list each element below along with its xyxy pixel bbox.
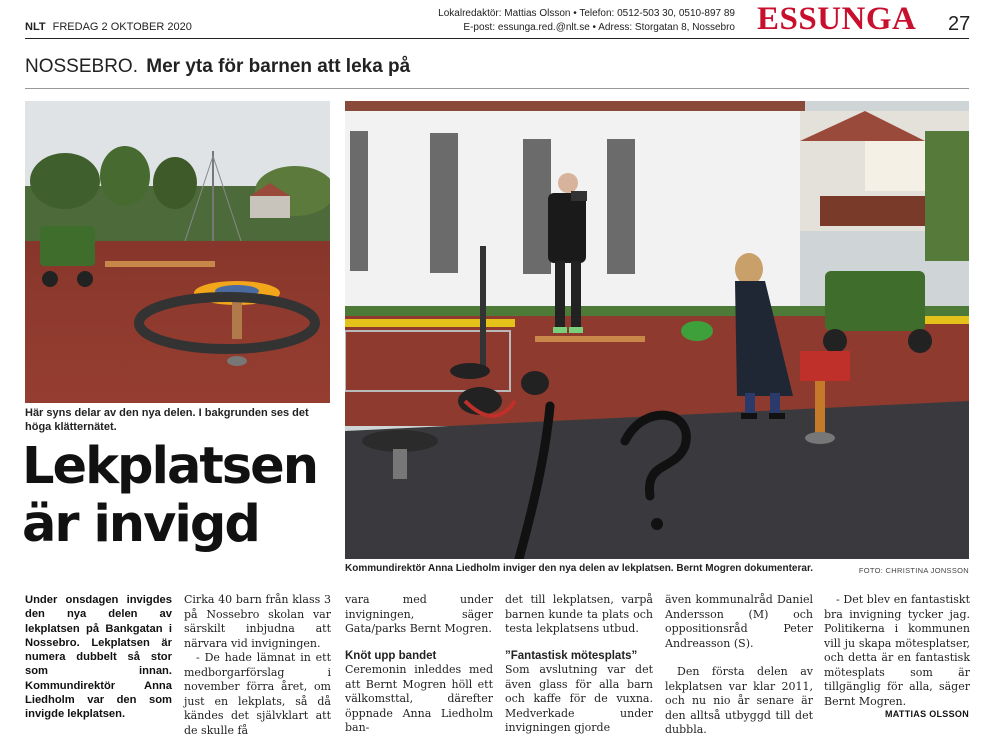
body-column-6 xyxy=(824,593,970,709)
paragraph: vara med under invigningen, säger Gata/parks Bernt Mogren. xyxy=(345,593,493,635)
photo-inauguration xyxy=(345,101,969,559)
kicker-place: NOSSEBRO. xyxy=(25,56,138,77)
article-kicker xyxy=(25,56,410,78)
headline-line-2: är invigd xyxy=(22,495,259,554)
byline: MATTIAS OLSSON xyxy=(884,709,969,719)
subheading: Knöt upp bandet xyxy=(345,649,437,662)
paragraph: det till lekplatsen, varpå barnen kunde ta plats och testa lekplatsens utbud. xyxy=(505,593,653,635)
paragraph: - De hade lämnat in ett medborgarförslag i november förra året, om just en lekplats, så då kändes det självklart att de skulle få xyxy=(184,651,331,737)
lead-text: Under onsdagen invigdes den nya delen av lekplatsen på Bankgatan i Nossebro. Lekplatsen är numera dubbelt så stor som innan. Kommundirektör Anna Liedholm var den som invigde lekplatsen. xyxy=(25,594,172,721)
lead-paragraph xyxy=(25,593,172,722)
photo-caption-1: Här syns delar av den nya delen. I bakgrunden ses det höga klätternätet. xyxy=(25,407,309,433)
paragraph: Den första delen av lekplatsen var klar 2011, och nu nio år senare är den alltså utbyggd till det dubbla. xyxy=(665,665,813,736)
headline xyxy=(22,438,317,554)
photo-playground-spinner xyxy=(25,101,330,403)
issue-date: FREDAG 2 OKTOBER 2020 xyxy=(52,21,192,33)
paragraph: även kommunalråd Daniel Andersson (M) och oppositionsråd Peter Andreasson (S). xyxy=(665,593,813,650)
section-logo: ESSUNGA xyxy=(757,1,917,37)
paper-name: NLT xyxy=(25,21,46,33)
paragraph: Som avslutning var det även glass för alla barn och kaffe för de vuxna. Medverkade under invigningen gjorde xyxy=(505,663,653,734)
contact-line-2: E-post: essunga.red.@nlt.se • Adress: Storgatan 8, Nossebro xyxy=(463,22,735,33)
contact-line-1: Lokalredaktör: Mattias Olsson • Telefon: 0512-503 30, 0510-897 89 xyxy=(438,8,735,19)
paragraph: Cirka 40 barn från klass 3 på Nossebro skolan var särskilt inbjudna att närvara vid invigningen. xyxy=(184,593,331,650)
kicker-rule xyxy=(25,88,969,89)
page-number: 27 xyxy=(948,13,971,35)
photo-caption-2: Kommundirektör Anna Liedholm inviger den nya delen av lekplatsen. Bernt Mogren dokumenterar. xyxy=(345,563,814,574)
paragraph: Ceremonin inleddes med att Bernt Mogren höll ett välkomsttal, därefter öppnade Anna Liedholm ban- xyxy=(345,663,493,734)
paragraph: - Det blev en fantastiskt bra invigning tycker jag. Politikerna i kommunen vill ju skapa mötesplatser, och detta är en fantastisk mötesplats som är tillgänglig för alla, säger Bernt Mogren. xyxy=(824,593,970,708)
subheading: ”Fantastisk mötesplats” xyxy=(505,649,638,662)
contact-info xyxy=(438,7,735,35)
header-rule xyxy=(25,38,969,39)
kicker-title: Mer yta för barnen att leka på xyxy=(146,56,411,77)
body-column-4 xyxy=(505,593,653,736)
photo-credit: FOTO: CHRISTINA JONSSON xyxy=(858,566,969,575)
masthead-paper-date xyxy=(25,21,192,33)
body-column-2 xyxy=(184,593,331,738)
headline-line-1: Lekplatsen xyxy=(22,437,318,496)
body-column-5 xyxy=(665,593,813,738)
body-column-3 xyxy=(345,593,493,736)
